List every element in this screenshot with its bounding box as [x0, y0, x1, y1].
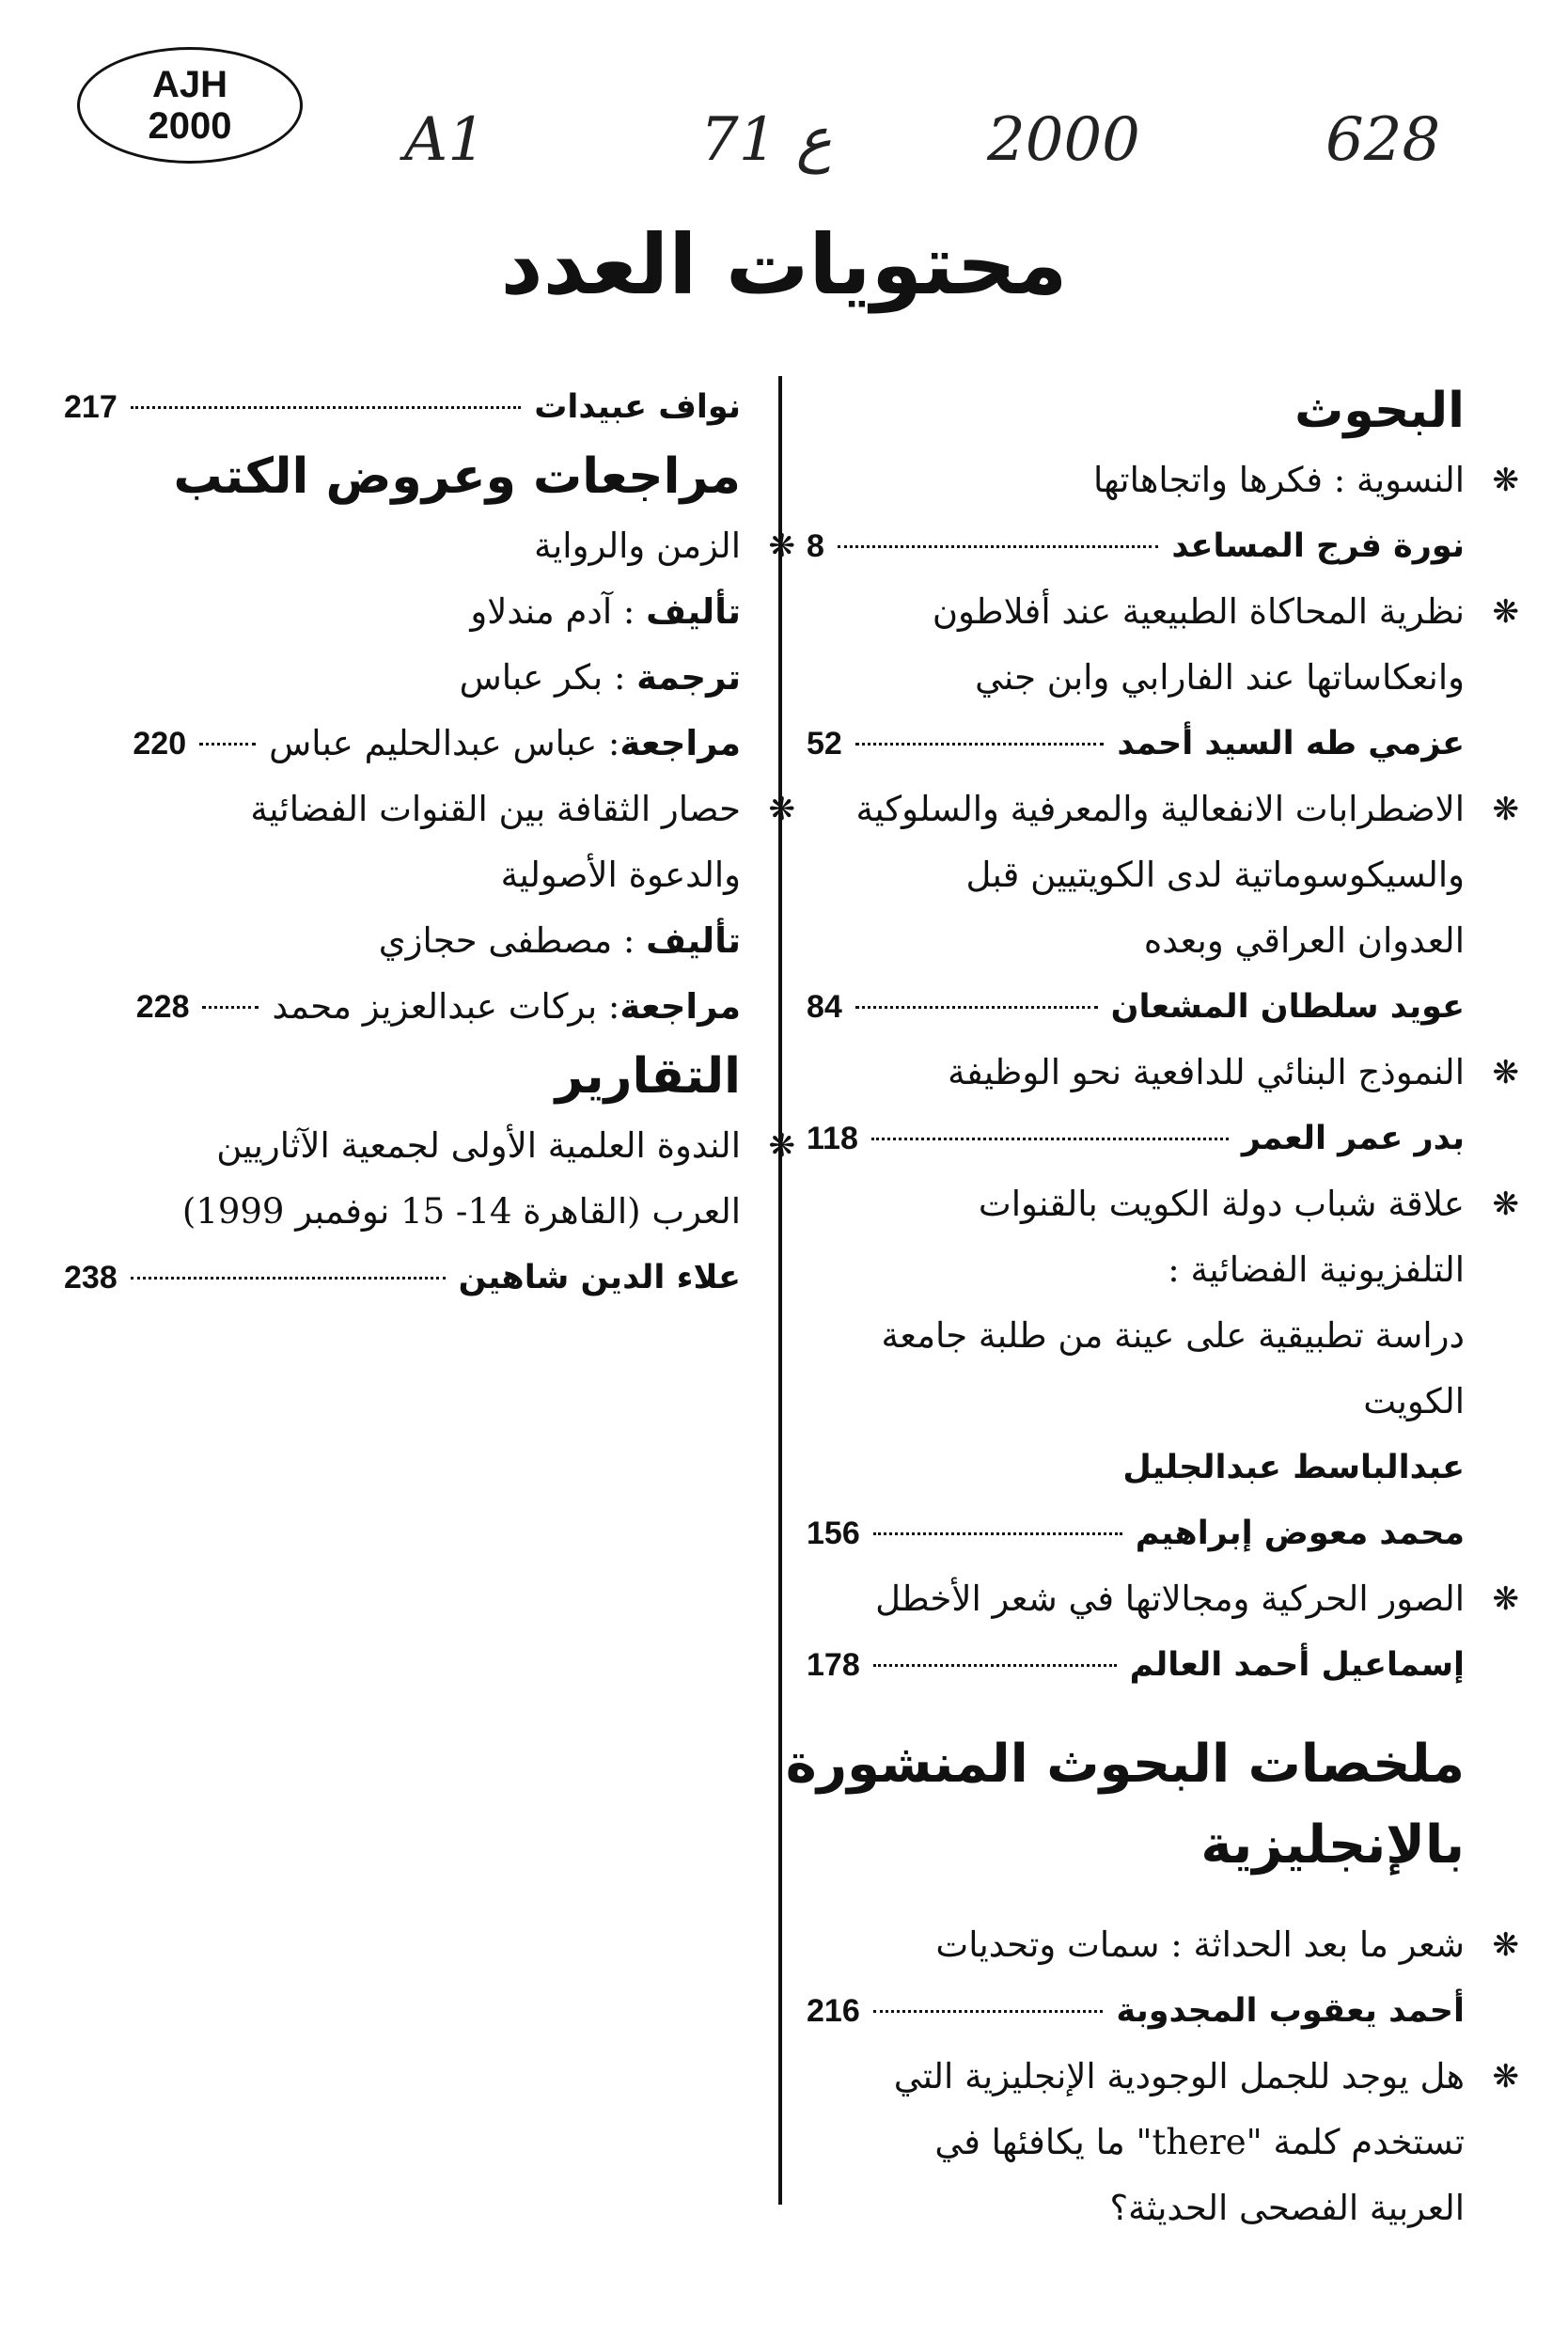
reviewer-name: : عباس عبدالحليم عباس	[269, 723, 620, 763]
bullet-icon: ❋	[768, 1127, 795, 1165]
handwritten-note-d: 628	[1325, 105, 1441, 175]
bullet-icon: ❋	[768, 527, 795, 565]
page-number: 118	[807, 1121, 858, 1156]
entry-title-continued: العدوان العراقي وبعده	[1143, 920, 1465, 961]
entry-title	[807, 448, 1519, 513]
entry-title-text: النموذج البنائي للدافعية نحو الوظيفة	[948, 1052, 1465, 1092]
entry-title	[807, 1040, 1519, 1106]
author-name: عويد سلطان المشعان	[1110, 988, 1465, 1026]
author-name: محمد معوض إبراهيم	[1135, 1515, 1465, 1552]
bullet-icon: ❋	[1492, 593, 1519, 631]
page-number: 238	[64, 1260, 118, 1296]
leader-dots	[871, 1137, 1229, 1140]
entry-author-row	[807, 1632, 1465, 1698]
entry-title-continued: دراسة تطبيقية على عينة من طلبة جامعة	[881, 1315, 1465, 1356]
author-name: عبدالباسط عبدالجليل	[1122, 1449, 1465, 1486]
entry-author-row	[64, 374, 741, 440]
bullet-icon: ❋	[1492, 462, 1519, 499]
reviewer-line	[64, 711, 741, 777]
author-name: : مصطفى حجازي	[378, 920, 647, 961]
translator-name: : بكر عباس	[459, 657, 637, 698]
entry-title	[807, 1566, 1519, 1632]
leader-dots	[873, 2009, 1104, 2013]
entry-title-continued: والدعوة الأصولية	[500, 855, 741, 895]
column-divider	[778, 376, 782, 2205]
bullet-icon: ❋	[1492, 1186, 1519, 1223]
translator-line	[64, 645, 741, 711]
author-line	[64, 579, 741, 645]
entry-author-row	[807, 1500, 1465, 1566]
entry-author-row	[807, 1978, 1465, 2044]
page-number: 8	[807, 528, 824, 564]
stamp-line-1: AJH	[151, 64, 228, 105]
reviewer-label: مراجعة	[619, 986, 741, 1027]
reviewer-label: مراجعة	[619, 723, 741, 763]
author-name: نورة فرج المساعد	[1171, 527, 1465, 565]
translator-label: ترجمة	[636, 657, 741, 698]
page-number: 217	[64, 389, 118, 425]
handwritten-note-a: A1	[404, 105, 486, 175]
leader-dots	[855, 1005, 1098, 1009]
right-column	[785, 374, 1519, 2241]
entry-author-row	[807, 711, 1465, 777]
page-number: 220	[133, 726, 187, 762]
reviews-heading: مراجعات وعروض الكتب	[173, 448, 741, 505]
left-column	[64, 374, 795, 1311]
entry-author-row	[64, 1245, 741, 1311]
author-name: : آدم مندلاو	[470, 591, 647, 632]
entry-title-continued: العرب (القاهرة 14- 15 نوفمبر 1999)	[181, 1191, 741, 1232]
page-number: 52	[807, 726, 842, 762]
entry-title-text: حصار الثقافة بين القنوات الفضائية	[250, 789, 741, 829]
entry-title-continued: وانعكاساتها عند الفارابي وابن جني	[975, 657, 1465, 698]
entry-author-row	[807, 513, 1465, 579]
leader-dots	[131, 405, 521, 409]
entry-title-text: الصور الحركية ومجالاتها في شعر الأخطل	[875, 1578, 1465, 1619]
author-line	[64, 908, 741, 974]
bullet-icon: ❋	[1492, 1054, 1519, 1091]
entry-title-text: نظرية المحاكاة الطبيعية عند أفلاطون	[932, 591, 1465, 632]
entry-author-row	[807, 974, 1465, 1040]
abstracts-heading-continued: بالإنجليزية	[1200, 1814, 1465, 1876]
author-name: عزمي طه السيد أحمد	[1117, 725, 1465, 762]
archive-stamp	[77, 47, 303, 164]
spacer	[807, 1886, 1465, 1912]
leader-dots	[855, 742, 1105, 746]
bullet-icon: ❋	[1492, 1580, 1519, 1618]
author-name: بدر عمر العمر	[1241, 1120, 1465, 1157]
entry-title-text: شعر ما بعد الحداثة : سمات وتحديات	[935, 1924, 1465, 1965]
entry-title	[807, 1912, 1519, 1978]
reports-heading: التقارير	[555, 1048, 741, 1105]
entry-title-continued: تستخدم كلمة "there" ما يكافئها في	[934, 2122, 1465, 2162]
entry-title	[807, 1171, 1519, 1237]
page-number: 228	[135, 989, 190, 1025]
entry-title-continued: التلفزيونية الفضائية :	[1168, 1249, 1465, 1290]
entry-title-text: الندوة العلمية الأولى لجمعية الآثاريين	[216, 1125, 741, 1166]
bullet-icon: ❋	[768, 791, 795, 828]
entry-author-row	[807, 1435, 1465, 1500]
entry-title	[64, 777, 795, 842]
author-name: علاء الدين شاهين	[458, 1259, 741, 1296]
entry-title-text: الاضطرابات الانفعالية والمعرفية والسلوكية	[855, 789, 1465, 829]
entry-title-continued: والسيكوسوماتية لدى الكويتيين قبل	[965, 855, 1465, 895]
entry-title-continued: الكويت	[1363, 1381, 1465, 1421]
entry-title-continued: العربية الفصحى الحديثة؟	[1109, 2188, 1465, 2228]
leader-dots	[873, 1663, 1117, 1667]
entry-title	[64, 1113, 795, 1179]
leader-dots	[873, 1531, 1122, 1535]
leader-dots	[131, 1276, 446, 1280]
entry-title-text: علاقة شباب دولة الكويت بالقنوات	[978, 1184, 1465, 1224]
entry-author-row	[807, 1106, 1465, 1171]
author-label: تأليف	[646, 591, 741, 632]
spacer	[807, 1698, 1465, 1724]
page-number: 84	[807, 989, 842, 1025]
page-title: محتويات العدد	[500, 216, 1068, 313]
bullet-icon: ❋	[1492, 791, 1519, 828]
page-number: 178	[807, 1647, 860, 1683]
entry-title	[64, 513, 795, 579]
page-number: 156	[807, 1516, 860, 1551]
entry-title	[807, 579, 1519, 645]
author-name: إسماعيل أحمد العالم	[1129, 1646, 1465, 1684]
entry-title-text: هل يوجد للجمل الوجودية الإنجليزية التي	[893, 2056, 1465, 2097]
handwritten-note-b: 71 ع	[700, 105, 832, 175]
reviewer-line	[64, 974, 741, 1040]
bullet-icon: ❋	[1492, 1926, 1519, 1964]
reviewer-name: : بركات عبدالعزيز محمد	[272, 986, 620, 1027]
handwritten-note-c: 2000	[987, 105, 1140, 175]
leader-dots	[199, 742, 256, 746]
leader-dots	[202, 1005, 259, 1009]
entry-title-text: النسوية : فكرها واتجاهاتها	[1092, 460, 1465, 500]
entry-title-text: الزمن والرواية	[534, 526, 741, 566]
page-number: 216	[807, 1993, 860, 2029]
entry-title	[807, 777, 1519, 842]
author-name: أحمد يعقوب المجدوبة	[1116, 1992, 1465, 2030]
abstracts-heading: ملخصات البحوث المنشورة	[785, 1734, 1465, 1795]
bullet-icon: ❋	[1492, 2058, 1519, 2096]
research-heading: البحوث	[1294, 383, 1465, 439]
stamp-line-2: 2000	[148, 105, 232, 147]
leader-dots	[838, 544, 1158, 548]
author-label: تأليف	[646, 920, 741, 961]
entry-title	[807, 2044, 1519, 2110]
author-name: نواف عبيدات	[534, 388, 741, 426]
